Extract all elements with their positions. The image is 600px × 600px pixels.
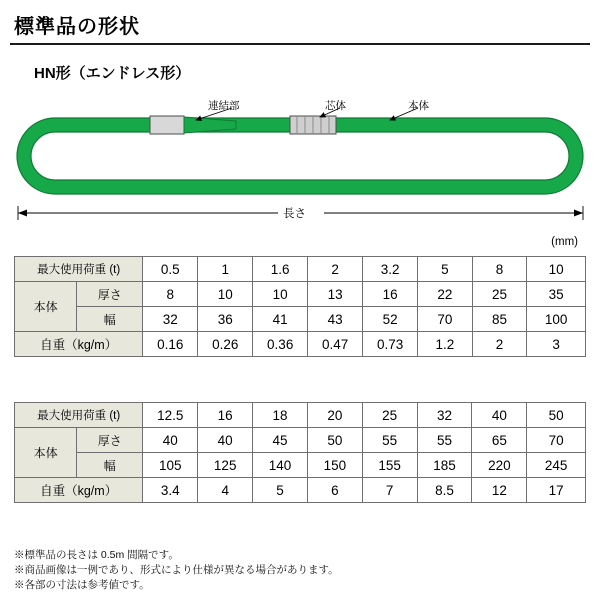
cell-width-3: 150 <box>307 453 362 478</box>
cell-capacity-4: 3.2 <box>363 257 418 282</box>
cell-weight-2: 5 <box>253 478 308 503</box>
table-row <box>15 282 586 307</box>
cell-capacity-header: 最大使用荷重 (t) <box>15 403 143 428</box>
footnote-3: ※各部の寸法は参考値です。 <box>14 579 150 591</box>
cell-capacity-1: 1 <box>198 257 253 282</box>
cell-weight-5: 1.2 <box>418 332 473 357</box>
cell-weight-1: 4 <box>198 478 253 503</box>
cell-weight-0: 0.16 <box>143 332 198 357</box>
cell-width-label: 幅 <box>77 307 143 332</box>
cell-width-1: 125 <box>198 453 253 478</box>
table-row <box>15 453 586 478</box>
cell-weight-6: 2 <box>472 332 527 357</box>
section-subtitle: HN形（エンドレス形） <box>34 65 191 82</box>
cell-weight-label: 自重（kg/m） <box>15 332 143 357</box>
cell-thickness-5: 22 <box>418 282 473 307</box>
cell-width-1: 36 <box>198 307 253 332</box>
cell-thickness-3: 50 <box>307 428 362 453</box>
cell-capacity-3: 2 <box>308 257 363 282</box>
label-core: 芯体 <box>325 100 346 112</box>
cell-width-6: 220 <box>472 453 527 478</box>
cell-capacity-0: 12.5 <box>143 403 198 428</box>
table-row <box>15 332 586 357</box>
cell-width-0: 32 <box>143 307 198 332</box>
core-shape <box>290 116 336 134</box>
cell-weight-6: 12 <box>472 478 527 503</box>
sling-diagram <box>0 84 600 234</box>
header-divider <box>10 43 590 45</box>
table-row <box>15 403 586 428</box>
cell-width-label: 幅 <box>77 453 143 478</box>
cell-width-4: 155 <box>362 453 417 478</box>
table-row <box>15 428 586 453</box>
cell-width-7: 245 <box>527 453 586 478</box>
cell-width-7: 100 <box>527 307 586 332</box>
cell-width-3: 43 <box>308 307 363 332</box>
cell-width-2: 140 <box>253 453 308 478</box>
cell-capacity-2: 18 <box>253 403 308 428</box>
cell-width-0: 105 <box>143 453 198 478</box>
label-body: 本体 <box>408 100 429 112</box>
label-length: 長さ <box>283 208 306 220</box>
cell-weight-7: 3 <box>527 332 586 357</box>
page-header <box>10 10 590 45</box>
table-row <box>15 257 586 282</box>
cell-width-6: 85 <box>472 307 527 332</box>
cell-weight-7: 17 <box>527 478 586 503</box>
cell-thickness-3: 13 <box>308 282 363 307</box>
cell-thickness-2: 10 <box>253 282 308 307</box>
cell-capacity-6: 8 <box>472 257 527 282</box>
unit-label: (mm) <box>551 236 578 248</box>
cell-thickness-0: 8 <box>143 282 198 307</box>
cell-thickness-7: 35 <box>527 282 586 307</box>
cell-capacity-2: 1.6 <box>253 257 308 282</box>
cell-capacity-1: 16 <box>198 403 253 428</box>
footnotes <box>14 548 339 593</box>
cell-width-5: 185 <box>417 453 472 478</box>
cell-weight-3: 0.47 <box>308 332 363 357</box>
page-title: 標準品の形状 <box>14 16 140 38</box>
cell-capacity-5: 5 <box>418 257 473 282</box>
cell-thickness-label: 厚さ <box>77 428 143 453</box>
cell-thickness-4: 55 <box>362 428 417 453</box>
footnote-1: ※標準品の長さは 0.5m 間隔です。 <box>14 549 179 561</box>
cell-body-label: 本体 <box>15 282 77 332</box>
cell-thickness-4: 16 <box>363 282 418 307</box>
cell-thickness-label: 厚さ <box>77 282 143 307</box>
table-row <box>15 307 586 332</box>
cell-thickness-6: 65 <box>472 428 527 453</box>
cell-capacity-4: 25 <box>362 403 417 428</box>
table-row <box>15 478 586 503</box>
spec-table-2 <box>14 402 586 503</box>
cell-capacity-header: 最大使用荷重 (t) <box>15 257 143 282</box>
cell-thickness-2: 45 <box>253 428 308 453</box>
cell-weight-label: 自重（kg/m） <box>15 478 143 503</box>
cell-body-label: 本体 <box>15 428 77 478</box>
cell-capacity-5: 32 <box>417 403 472 428</box>
cell-weight-0: 3.4 <box>143 478 198 503</box>
cell-capacity-0: 0.5 <box>143 257 198 282</box>
cell-weight-4: 7 <box>362 478 417 503</box>
cell-capacity-6: 40 <box>472 403 527 428</box>
cell-capacity-7: 10 <box>527 257 586 282</box>
cell-weight-4: 0.73 <box>363 332 418 357</box>
footnote-2: ※商品画像は一例であり、形式により仕様が異なる場合があります。 <box>14 564 339 576</box>
cell-thickness-1: 40 <box>198 428 253 453</box>
cell-thickness-5: 55 <box>417 428 472 453</box>
cell-weight-3: 6 <box>307 478 362 503</box>
cell-weight-1: 0.26 <box>198 332 253 357</box>
cell-capacity-7: 50 <box>527 403 586 428</box>
cell-weight-2: 0.36 <box>253 332 308 357</box>
cell-thickness-0: 40 <box>143 428 198 453</box>
cell-capacity-3: 20 <box>307 403 362 428</box>
spec-table-1 <box>14 256 586 357</box>
cell-width-4: 52 <box>363 307 418 332</box>
label-joint: 連結部 <box>208 100 240 112</box>
cell-width-2: 41 <box>253 307 308 332</box>
cell-width-5: 70 <box>418 307 473 332</box>
cell-thickness-6: 25 <box>472 282 527 307</box>
cell-weight-5: 8.5 <box>417 478 472 503</box>
cell-thickness-7: 70 <box>527 428 586 453</box>
cell-thickness-1: 10 <box>198 282 253 307</box>
